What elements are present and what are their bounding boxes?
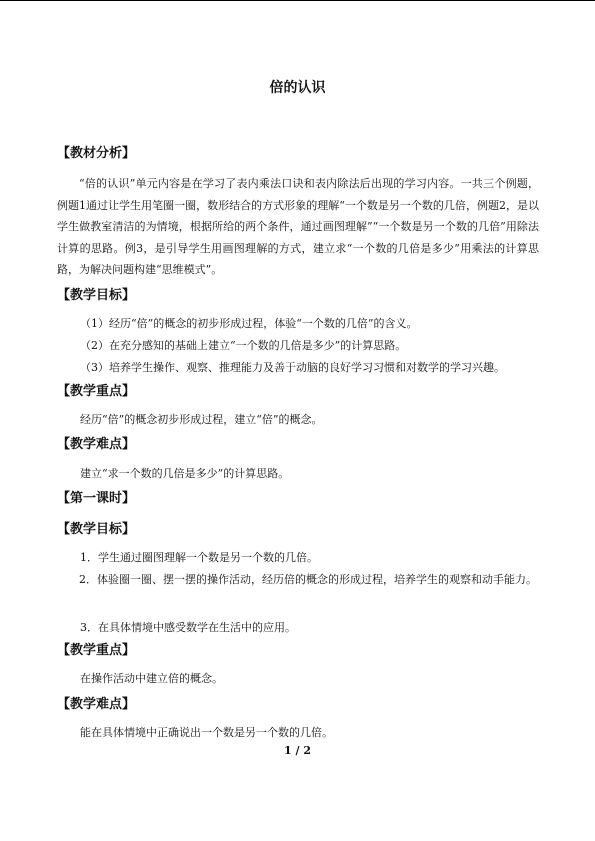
lesson-difficulty-text: 能在具体情境中正确说出一个数是另一个数的几倍。 [80,726,333,739]
section-heading-lesson-one: 【第一课时】 [57,491,136,506]
lesson-goal-item: 1．学生通过圈图理解一个数是另一个数的几倍。 [80,551,318,564]
goal-item: （1）经历“倍”的概念的初步形成过程，体验“一个数的几倍”的含义。 [80,317,418,330]
page-number: 1 / 2 [284,744,311,757]
goal-item: （2）在充分感知的基础上建立“一个数的几倍是多少”的计算思路。 [80,339,407,352]
section-heading-difficulty: 【教学难点】 [57,437,136,452]
section-heading-lesson-key-point: 【教学重点】 [57,643,136,658]
key-point-text: 经历“倍”的概念初步形成过程，建立“倍”的概念。 [80,413,323,426]
section-heading-analysis: 【教材分析】 [57,146,136,161]
document-title: 倍的认识 [269,80,326,96]
lesson-goal-item: 3．在具体情境中感受数学在生活中的应用。 [80,621,296,634]
goal-item: （3）培养学生操作、观察、推理能力及善于动脑的良好学习习惯和对数学的学习兴趣。 [80,361,505,374]
lesson-key-point-text: 在操作活动中建立倍的概念。 [80,672,223,685]
section-heading-key-point: 【教学重点】 [57,384,136,399]
section-heading-lesson-difficulty: 【教学难点】 [57,697,136,712]
analysis-paragraph: “倍的认识”单元内容是在学习了表内乘法口诀和表内除法后出现的学习内容。一共三个例题，例题1通过让学生用笔圈一圈，数形结合的方式形象的理解“一个数是另一个数的几倍，例题2，是以学生做教室清洁的为情境，根据所给的两个条件，通过画图理解”“一个数是另一个数的几倍”用除法计算的思路。例3，是引导学生用画图理解的方式，建立求“一个数的几倍是多少”用乘法的计算思路，为解决问题构建“思维模式”。 [57,177,539,277]
section-heading-lesson-goals: 【教学目标】 [57,522,136,537]
lesson-goal-item: 2．体验圈一圈、摆一摆的操作活动，经历倍的概念的形成过程，培养学生的观察和动手能力。 [79,573,537,586]
difficulty-text: 建立“求一个数的几倍是多少”的计算思路。 [80,467,290,480]
section-heading-goals: 【教学目标】 [57,288,136,303]
